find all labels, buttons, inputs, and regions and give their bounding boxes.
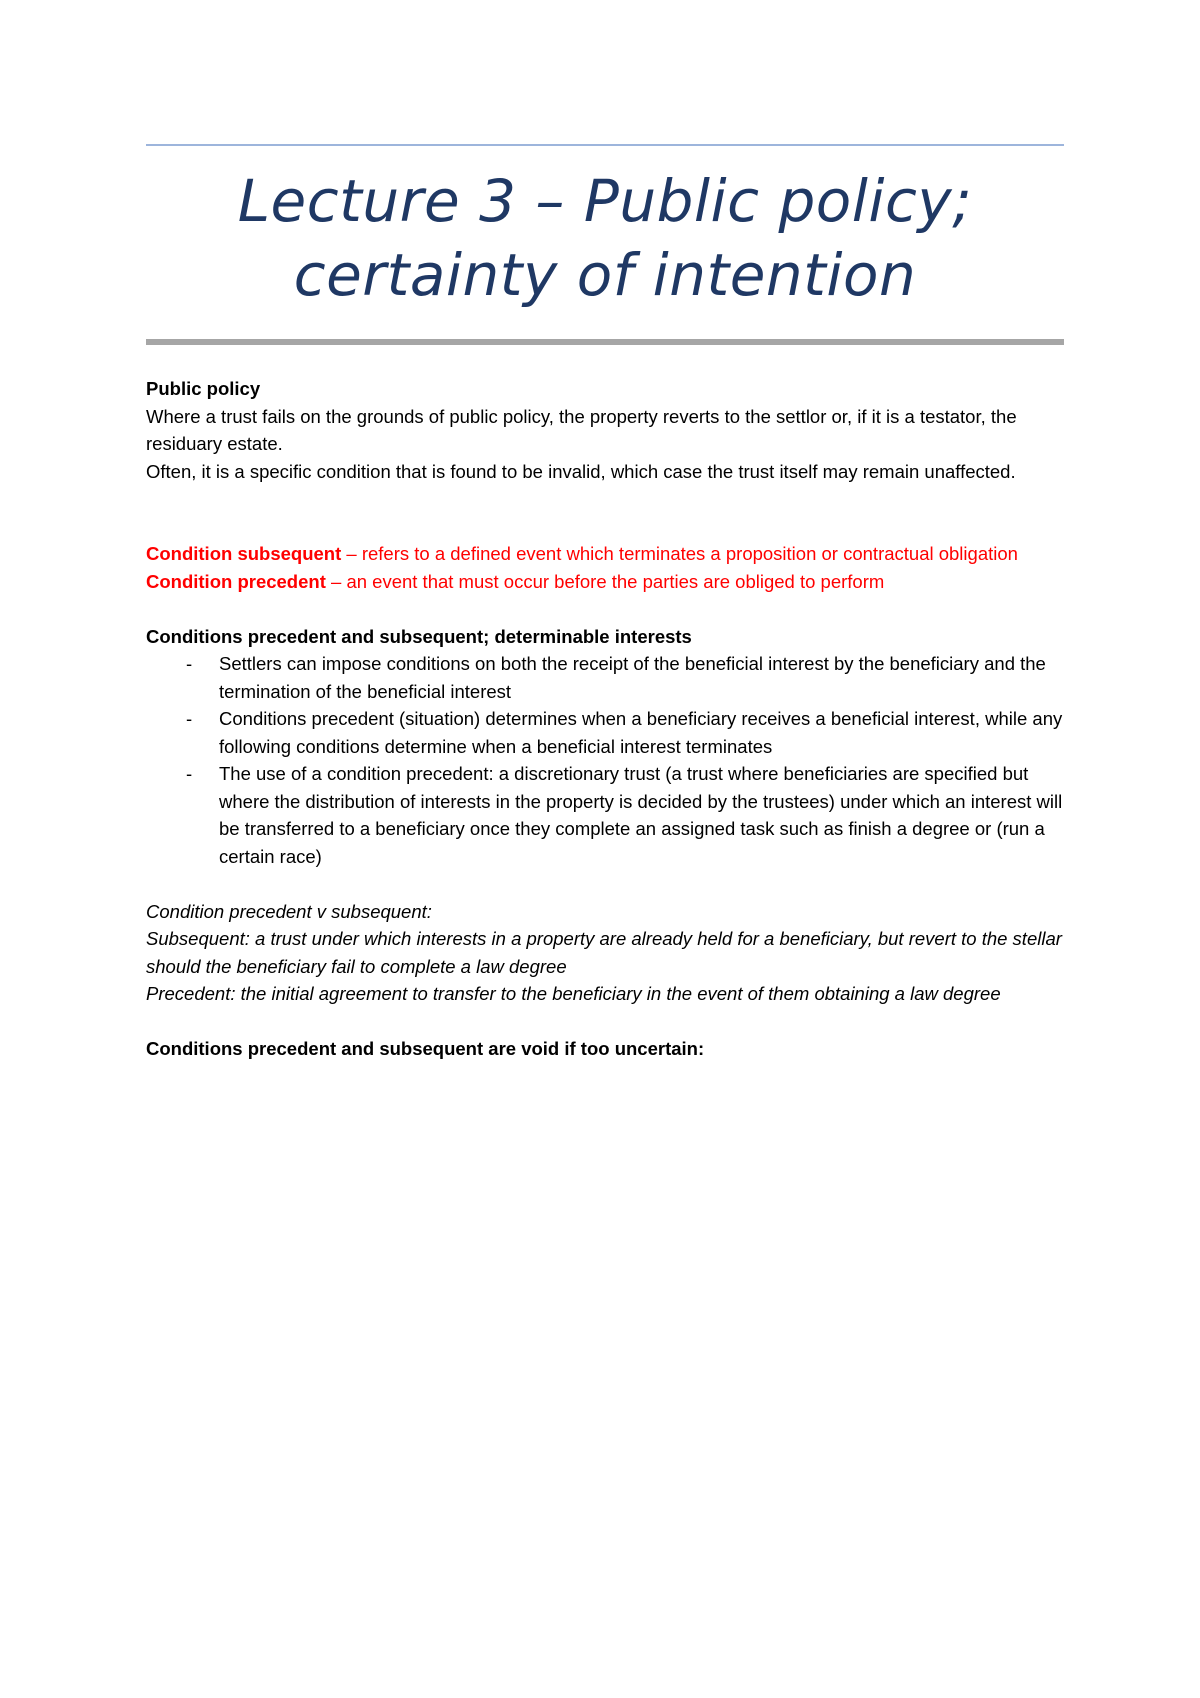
list-item-text: The use of a condition precedent: a discretionary trust (a trust where beneficiaries are specified but where the distribution of interests in the property is decided by the trustees) under which an interest will be transferred to a beneficiary once they complete an assigned task such as finish a degree or (run a certain race) (219, 763, 1063, 867)
void-conditions-heading: Conditions precedent and subsequent are void if too uncertain: (146, 1038, 705, 1059)
spacer (146, 595, 1064, 623)
title-top-rule (146, 144, 1064, 146)
title-bottom-rule (146, 339, 1064, 345)
list-item (146, 705, 1064, 760)
comparison-heading: Condition precedent v subsequent: (146, 900, 432, 922)
bullet-dash: - (186, 763, 193, 784)
definition-text: – refers to a defined event which terminates a proposition or contractual obligation (341, 543, 1018, 564)
page-title (146, 164, 1064, 312)
definition-text: – an event that must occur before the parties are obliged to perform (325, 570, 885, 592)
title-line-1: Lecture 3 – Public policy; (237, 167, 973, 235)
public-policy-heading: Public policy (146, 378, 261, 399)
spacer (146, 485, 1064, 540)
conditions-bullet-list (146, 650, 1064, 870)
public-policy-paragraph-1: Where a trust fails on the grounds of public policy, the property reverts to the settlor or, if it is a testator, the residuary estate. (146, 405, 1017, 454)
comparison-precedent: Precedent: the initial agreement to transfer to the beneficiary in the event of them obtaining a law degree (146, 983, 1001, 1004)
definition-term: Condition subsequent (146, 543, 342, 564)
definition-condition-precedent (146, 568, 1064, 596)
public-policy-paragraph-2: Often, it is a specific condition that is found to be invalid, which case the trust itself may remain unaffected. (146, 460, 1016, 482)
list-item-text: Conditions precedent (situation) determines when a beneficiary receives a beneficial interest, while any following conditions determine when a beneficial interest terminates (219, 708, 1063, 757)
definition-term: Condition precedent (146, 570, 326, 592)
list-item (146, 650, 1064, 705)
document-body (146, 375, 1064, 1063)
spacer (146, 1008, 1064, 1036)
definition-condition-subsequent (146, 540, 1064, 568)
bullet-dash: - (186, 708, 193, 729)
spacer (146, 870, 1064, 898)
list-item (146, 760, 1064, 870)
comparison-subsequent: Subsequent: a trust under which interests in a property are already held for a beneficiary, but revert to the stellar should the beneficiary fail to complete a law degree (146, 928, 1062, 977)
title-line-2: certainty of intention (293, 241, 917, 309)
bullet-dash: - (186, 653, 193, 674)
list-item-text: Settlers can impose conditions on both the receipt of the beneficial interest by the beneficiary and the termination of the beneficial interest (219, 653, 1046, 702)
conditions-section-heading: Conditions precedent and subsequent; determinable interests (146, 625, 692, 647)
